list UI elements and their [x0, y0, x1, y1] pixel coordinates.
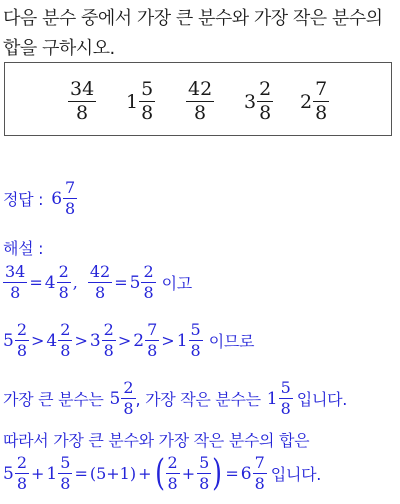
denominator: 8 — [147, 341, 158, 360]
denominator: 8 — [103, 341, 114, 360]
numerator: 7 — [254, 453, 265, 472]
denominator: 8 — [254, 474, 265, 493]
whole-part: 3 — [89, 330, 101, 351]
numerator: 42 — [89, 262, 111, 281]
denominator: 8 — [194, 102, 207, 124]
step-text: 가장 큰 분수는 — [3, 390, 104, 409]
left-paren: ( — [154, 452, 165, 494]
fraction-item — [300, 80, 329, 123]
numerator: 7 — [147, 320, 158, 339]
whole-part: 1 — [46, 463, 58, 484]
denominator: 8 — [280, 399, 291, 418]
equals-sign: = — [225, 464, 239, 483]
numerator: 5 — [190, 320, 201, 339]
whole-part: 5 — [3, 463, 14, 484]
numerator: 2 — [103, 320, 114, 339]
question-line-1: 다음 분수 중에서 가장 큰 분수와 가장 작은 분수의 — [3, 8, 383, 29]
denominator: 8 — [60, 474, 71, 493]
fraction-item — [126, 80, 155, 123]
numerator: 2 — [123, 378, 134, 397]
step-text: 입니다. — [296, 390, 348, 409]
denominator: 8 — [141, 102, 154, 124]
whole-part: 6 — [240, 463, 252, 484]
numerator: 7 — [315, 78, 328, 100]
whole-part: 2 — [300, 90, 313, 113]
greater-than-sign: > — [117, 331, 132, 350]
answer-whole: 6 — [51, 188, 63, 209]
denominator: 8 — [16, 474, 28, 493]
whole-part: 1 — [176, 330, 188, 351]
step-tail-text: 입니다. — [270, 465, 322, 484]
denominator: 8 — [190, 341, 201, 360]
answer-numerator: 7 — [65, 178, 76, 197]
solution-title — [3, 236, 43, 259]
question-line-2: 합을 구하시오. — [3, 38, 115, 59]
paren-expression: (5+1) — [89, 464, 137, 483]
denominator: 8 — [143, 283, 154, 302]
solution-step-5 — [3, 452, 322, 494]
plus-sign: + — [31, 464, 45, 483]
step-tail-text: 이고 — [161, 274, 192, 293]
equals-sign: = — [74, 464, 88, 483]
whole-part: 1 — [266, 388, 278, 409]
numerator: 34 — [70, 78, 95, 100]
denominator: 8 — [259, 102, 272, 124]
step-text: , 가장 작은 분수는 — [135, 390, 261, 409]
solution-step-3 — [3, 380, 347, 417]
denominator: 8 — [58, 283, 69, 302]
greater-than-sign: > — [161, 331, 175, 350]
denominator: 8 — [76, 102, 89, 124]
fraction-item — [244, 80, 273, 123]
whole-part: 1 — [126, 90, 139, 113]
denominator: 8 — [94, 283, 106, 302]
fraction-item — [68, 80, 96, 123]
answer-denominator: 8 — [65, 199, 76, 218]
plus-sign: + — [138, 464, 152, 483]
denominator: 8 — [10, 283, 21, 302]
whole-part: 4 — [44, 272, 56, 293]
solution-title-text: 해설 : — [3, 239, 44, 258]
numerator: 2 — [167, 453, 178, 472]
whole-part: 5 — [129, 272, 141, 293]
numerator: 2 — [16, 453, 28, 472]
right-paren: ) — [212, 452, 223, 494]
whole-part: 3 — [244, 90, 257, 113]
whole-part: 5 — [3, 330, 14, 351]
answer-line — [3, 180, 77, 217]
step-tail-text: 이므로 — [208, 332, 255, 351]
denominator: 8 — [199, 474, 210, 493]
equals-sign: = — [114, 273, 128, 292]
solution-step-1 — [3, 264, 192, 301]
numerator: 34 — [5, 262, 26, 281]
denominator: 8 — [123, 399, 134, 418]
numerator: 5 — [60, 453, 71, 472]
numerator: 2 — [58, 262, 69, 281]
denominator: 8 — [167, 474, 178, 493]
plus-sign: + — [181, 464, 196, 483]
equals-sign: = — [29, 273, 43, 292]
whole-part: 2 — [133, 330, 145, 351]
numerator: 5 — [141, 78, 154, 100]
numerator: 2 — [259, 78, 272, 100]
step-text: 따라서 가장 큰 분수와 가장 작은 분수의 합은 — [3, 431, 310, 450]
solution-step-2 — [3, 322, 254, 359]
whole-part: 4 — [46, 330, 58, 351]
numerator: 2 — [60, 320, 71, 339]
whole-part: 5 — [109, 388, 121, 409]
numerator: 5 — [199, 453, 210, 472]
greater-than-sign: > — [31, 331, 45, 350]
denominator: 8 — [315, 102, 328, 124]
denominator: 8 — [16, 341, 28, 360]
greater-than-sign: > — [74, 331, 88, 350]
numerator: 2 — [16, 320, 28, 339]
numerator: 5 — [280, 378, 291, 397]
comma: , — [72, 273, 78, 292]
answer-label: 정답 : — [3, 190, 44, 209]
denominator: 8 — [60, 341, 71, 360]
solution-step-4 — [3, 428, 309, 451]
numerator: 2 — [143, 262, 154, 281]
fraction-item — [186, 80, 214, 123]
numerator: 42 — [188, 78, 213, 100]
